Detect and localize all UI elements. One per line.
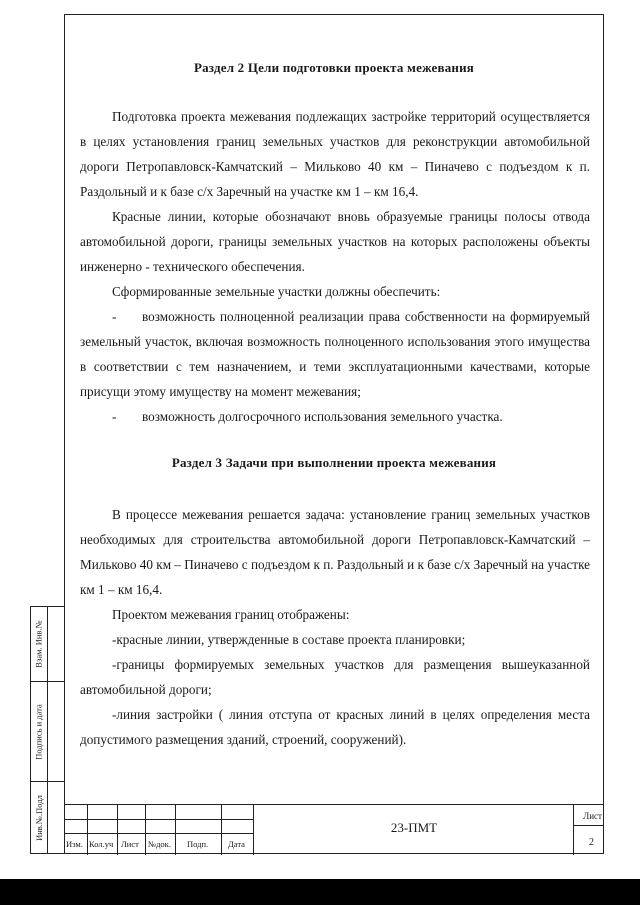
section-2-title: Раздел 2 Цели подготовки проекта межевания xyxy=(193,60,475,75)
section-3-paragraph-1: В процессе межевания решается задача: установление границ земельных участков необходимых для строительства автомобильной дороги Петропавловск-Камчатский – Мильково 40 км – Пиначево с подъездом к п. Раздольный и к базе с/х Заречный на участке км 1 – км 16,4. xyxy=(80,507,590,597)
side-cell-podpis xyxy=(30,682,64,782)
side-label-podpis: Подпись и дата xyxy=(34,703,45,760)
col-izm: Изм. xyxy=(66,839,83,849)
title-block xyxy=(64,804,604,854)
section-2-bullet-1 xyxy=(80,304,590,404)
bullet-dash: - xyxy=(112,309,117,324)
col-list: Лист xyxy=(121,839,139,849)
section-3-item-2: -границы формируемых земельных участков для размещения вышеуказанной автомобильной дороги; xyxy=(80,657,590,697)
sheet-number: 2 xyxy=(589,837,594,848)
bullet-text: возможность полноценной реализации права собственности на формируемый земельный участок, включая возможность полноценного использования этого имущества в соответствии с тем назначением, и теми эксплуатационными качествами, которые присущи этому имуществу на момент межевания; xyxy=(80,309,590,399)
side-cell-inv xyxy=(30,782,64,854)
col-data: Дата xyxy=(228,839,245,849)
side-cell-vzam xyxy=(30,606,64,682)
bullet-dash: - xyxy=(112,409,117,424)
bullet-text: возможность долгосрочного использования земельного участка. xyxy=(142,409,503,424)
document-code: 23-ПМТ xyxy=(390,820,438,835)
side-label-inv: Инв.№.Подл xyxy=(34,794,44,841)
col-podp: Подп. xyxy=(187,839,209,849)
section-2-body xyxy=(80,104,590,429)
section-2-bullet-2 xyxy=(80,404,590,429)
section-2-paragraph-2: Красные линии, которые обозначают вновь образуемые границы полосы отвода автомобильной дороги, границы земельных участков на которых расположены объекты инженерно - технического обеспечения. xyxy=(80,209,590,274)
side-label-vzam: Взам. Инв.№ xyxy=(34,620,44,668)
section-3-body xyxy=(80,502,590,752)
section-3-item-1: -красные линии, утвержденные в составе проекта планировки; xyxy=(112,632,466,647)
sheet-label: Лист xyxy=(583,811,602,821)
section-3-item-3: -линия застройки ( линия отступа от красных линий в целях определения места допустимого размещения зданий, строений, сооружений). xyxy=(80,707,590,747)
section-3-paragraph-2: Проектом межевания границ отображены: xyxy=(112,607,350,622)
section-3-title: Раздел 3 Задачи при выполнении проекта межевания xyxy=(171,455,497,470)
col-kol-uch: Кол.уч xyxy=(89,839,114,849)
col-ndok: №док. xyxy=(148,839,171,849)
section-2-paragraph-1: Подготовка проекта межевания подлежащих застройке территорий осуществляется в целях установления границ земельных участков для реконструкции автомобильной дороги Петропавловск-Камчатский – Мильково 40 км – Пиначево с подъездом к п. Раздольный и к базе с/х Заречный на участке км 1 – км 16,4. xyxy=(80,109,590,199)
scan-bottom-border xyxy=(0,879,640,905)
section-2-paragraph-3: Сформированные земельные участки должны обеспечить: xyxy=(112,284,441,299)
